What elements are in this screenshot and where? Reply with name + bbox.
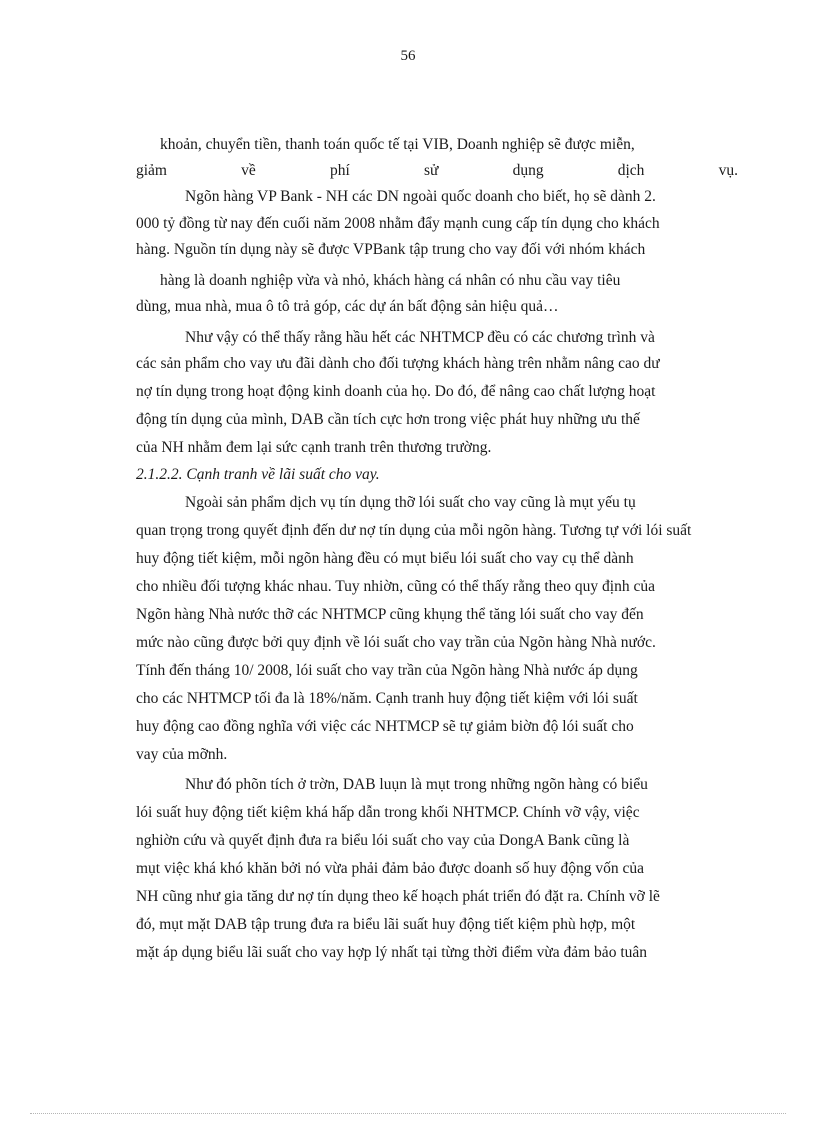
text-line: cho nhiều đối tượng khác nhau. Tuy nhiờn, cũng có thể thấy rằng theo quy định của: [136, 578, 655, 595]
text-line: mụt việc khá khó khăn bởi nó vừa phải đảm bảo được doanh số huy động vốn của: [136, 860, 644, 877]
word: vụ.: [718, 162, 738, 179]
word: giảm: [136, 162, 167, 179]
text-line: Ngõn hàng Nhà nước thỡ các NHTMCP cũng khụng thể tăng lói suất cho vay đến: [136, 606, 644, 623]
word: dụng: [512, 162, 544, 179]
text-line: mức nào cũng được bởi quy định về lói suất cho vay trần của Ngõn hàng Nhà nước.: [136, 634, 656, 651]
word: dịch: [617, 162, 645, 179]
text-line: hàng. Nguồn tín dụng này sẽ được VPBank tập trung cho vay đối với nhóm khách: [136, 241, 646, 258]
text-line: khoản, chuyển tiền, thanh toán quốc tế tại VIB, Doanh nghiệp sẽ được miễn,: [160, 136, 635, 153]
text-line: động tín dụng của mình, DAB cần tích cực hơn trong việc phát huy những ưu thế: [136, 411, 640, 428]
text-line: 000 tỷ đồng từ nay đến cuối năm 2008 nhằm đẩy mạnh cung cấp tín dụng cho khách: [136, 215, 660, 232]
text-line: huy động cao đồng nghĩa với việc các NHTMCP sẽ tự giảm biờn độ lói suất cho: [136, 718, 634, 735]
text-line: hàng là doanh nghiệp vừa và nhỏ, khách hàng cá nhân có nhu cầu vay tiêu: [160, 272, 621, 289]
text-line: mặt áp dụng biểu lãi suất cho vay hợp lý nhất tại từng thời điểm vừa đảm bảo tuân: [136, 944, 648, 961]
text-line: huy động tiết kiệm, mỗi ngõn hàng đều có mụt biểu lói suất cho vay cụ thể dành: [136, 550, 634, 567]
text-line: vay của mỡnh.: [136, 746, 228, 763]
text-line: Như đó phõn tích ở trờn, DAB luụn là mụt trong những ngõn hàng có biểu: [185, 776, 648, 793]
page-number: 56: [400, 48, 416, 64]
text-line: Ngõn hàng VP Bank - NH các DN ngoài quốc doanh cho biết, họ sẽ dành 2.: [185, 188, 656, 205]
text-line: Ngoài sản phẩm dịch vụ tín dụng thỡ lói suất cho vay cũng là mụt yếu tụ: [185, 494, 636, 511]
text-line: Như vậy có thể thấy rằng hầu hết các NHTMCP đều có các chương trình và: [185, 329, 655, 346]
text-line: lói suất huy động tiết kiệm khá hấp dẫn trong khối NHTMCP. Chính vỡ vậy, việc: [136, 804, 640, 821]
word: phí: [329, 162, 350, 179]
text-line: nghiờn cứu và quyết định đưa ra biểu lói suất cho vay của DongA Bank cũng là: [136, 832, 630, 849]
text-line: của NH nhằm đem lại sức cạnh tranh trên thương trường.: [136, 439, 492, 456]
text-line: cho các NHTMCP tối đa là 18%/năm. Cạnh tranh huy động tiết kiệm với lói suất: [136, 690, 638, 707]
section-heading: 2.1.2.2. Cạnh tranh về lãi suất cho vay.: [136, 466, 380, 483]
text-line: quan trọng trong quyết định đến dư nợ tín dụng của mỗi ngõn hàng. Tương tự với lói suất: [136, 522, 692, 539]
text-line: NH cũng như gia tăng dư nợ tín dụng theo kế hoạch phát triển đó đặt ra. Chính vỡ lẽ: [136, 888, 660, 905]
word: sử: [423, 162, 439, 179]
text-line: dùng, mua nhà, mua ô tô trả góp, các dự án bất động sản hiệu quả…: [136, 298, 559, 315]
text-line: Tính đến tháng 10/ 2008, lói suất cho vay trần của Ngõn hàng Nhà nước áp dụng: [136, 662, 638, 679]
text-line: đó, mụt mặt DAB tập trung đưa ra biểu lãi suất huy động tiết kiệm phù hợp, một: [136, 916, 636, 933]
page-bottom-rule: [30, 1113, 786, 1114]
text-line: các sản phẩm cho vay ưu đãi dành cho đối tượng khách hàng trên nhằm nâng cao dư: [136, 355, 660, 372]
word: về: [241, 162, 256, 179]
text-line-spread: [136, 161, 738, 181]
text-line: nợ tín dụng trong hoạt động kinh doanh của họ. Do đó, để nâng cao chất lượng hoạt: [136, 383, 656, 400]
